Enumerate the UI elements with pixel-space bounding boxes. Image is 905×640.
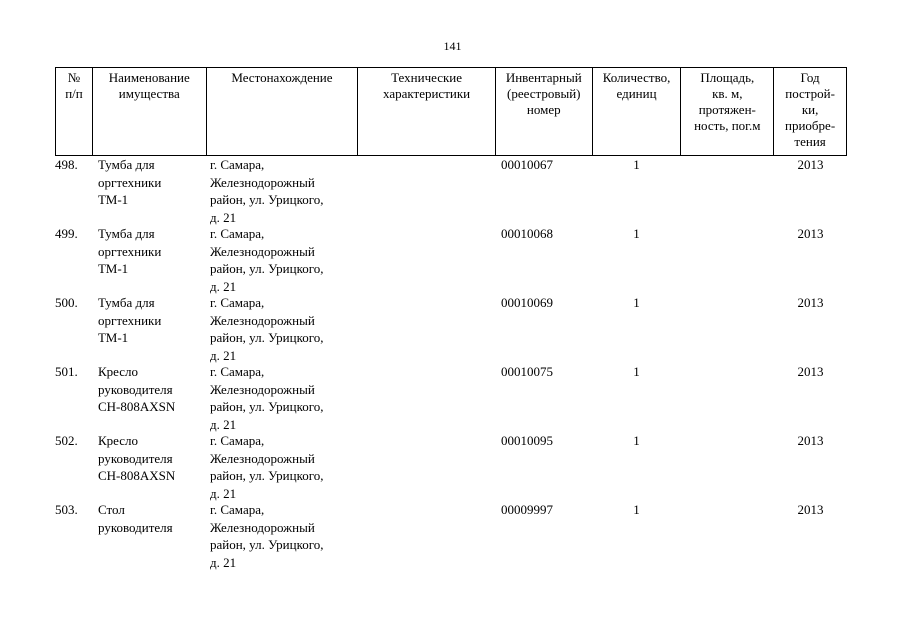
header-location — [206, 68, 358, 155]
cell-line: оргтехники — [98, 243, 162, 259]
row-location — [205, 294, 357, 363]
cell-line: ки, — [801, 102, 819, 117]
cell-line: д. 21 — [210, 416, 237, 432]
cell-line: CH-808AXSN — [98, 468, 176, 483]
row-name — [91, 156, 205, 225]
table-row — [55, 225, 847, 294]
cell-line: руководителя — [98, 381, 173, 397]
cell-line: г. Самара, — [210, 364, 265, 379]
cell-line: CH-808AXSN — [98, 399, 176, 414]
row-location — [205, 501, 357, 570]
header-quantity — [592, 68, 681, 155]
row-inventory: 00010067 — [501, 157, 553, 172]
cell-line: Железнодорожный — [210, 519, 315, 535]
row-area — [681, 432, 774, 501]
cell-line: Площадь, — [700, 70, 755, 85]
row-tech — [357, 501, 495, 570]
row-tech — [357, 156, 495, 225]
header-year — [773, 68, 846, 155]
cell-line: д. 21 — [210, 347, 237, 363]
cell-line: ТМ-1 — [98, 261, 129, 276]
cell-line: п/п — [65, 86, 83, 101]
row-tech — [357, 294, 495, 363]
cell-line: район, ул. Урицкого, — [210, 399, 324, 414]
cell-line: г. Самара, — [210, 295, 265, 310]
row-tech — [357, 363, 495, 432]
cell-line: Стол — [98, 502, 125, 517]
cell-line: (реестровый) — [507, 86, 581, 101]
row-num: 503. — [55, 502, 78, 517]
cell-line: Количество, — [602, 70, 671, 85]
row-quantity: 1 — [633, 433, 640, 448]
cell-line: г. Самара, — [210, 226, 265, 241]
cell-line: № — [67, 70, 81, 85]
cell-line: д. 21 — [210, 554, 237, 570]
cell-line: район, ул. Урицкого, — [210, 537, 324, 552]
row-tech — [357, 432, 495, 501]
row-location — [205, 156, 357, 225]
row-location — [205, 225, 357, 294]
row-area — [681, 501, 774, 570]
cell-line: имущества — [118, 86, 180, 101]
row-quantity: 1 — [633, 226, 640, 241]
cell-line: Кресло — [98, 364, 139, 379]
cell-line: приобре- — [785, 118, 836, 133]
cell-line: Технические — [391, 70, 463, 85]
row-location — [205, 432, 357, 501]
cell-line: район, ул. Урицкого, — [210, 192, 324, 207]
row-name — [91, 225, 205, 294]
cell-line: г. Самара, — [210, 433, 265, 448]
cell-line: руководителя — [98, 450, 173, 466]
header-area — [680, 68, 773, 155]
row-inventory: 00010095 — [501, 433, 553, 448]
cell-line: кв. м, — [712, 86, 743, 101]
row-quantity: 1 — [633, 502, 640, 517]
cell-line: Тумба для — [98, 226, 155, 241]
header-num — [56, 68, 92, 155]
row-area — [681, 225, 774, 294]
row-inventory: 00009997 — [501, 502, 553, 517]
page-number: 141 — [443, 39, 462, 53]
cell-line: Инвентарный — [505, 70, 582, 85]
cell-line: район, ул. Урицкого, — [210, 261, 324, 276]
row-num: 501. — [55, 364, 78, 379]
cell-line: оргтехники — [98, 174, 162, 190]
cell-line: г. Самара, — [210, 157, 265, 172]
row-num: 498. — [55, 157, 78, 172]
cell-line: Тумба для — [98, 157, 155, 172]
row-num: 502. — [55, 433, 78, 448]
header-name — [92, 68, 206, 155]
cell-line: построй- — [785, 86, 835, 101]
table-row — [55, 156, 847, 225]
cell-line: Тумба для — [98, 295, 155, 310]
row-name — [91, 363, 205, 432]
row-tech — [357, 225, 495, 294]
table-row — [55, 294, 847, 363]
row-location — [205, 363, 357, 432]
table-header-row — [55, 67, 847, 156]
table-row — [55, 363, 847, 432]
cell-line: Железнодорожный — [210, 312, 315, 328]
cell-line: протяжен- — [698, 102, 756, 117]
row-area — [681, 294, 774, 363]
cell-line: г. Самара, — [210, 502, 265, 517]
cell-line: д. 21 — [210, 209, 237, 225]
cell-line: номер — [526, 102, 561, 117]
row-year: 2013 — [797, 226, 824, 241]
cell-line: район, ул. Урицкого, — [210, 468, 324, 483]
row-quantity: 1 — [633, 364, 640, 379]
row-quantity: 1 — [633, 295, 640, 310]
cell-line: Местонахождение — [231, 70, 333, 85]
cell-line: Год — [800, 70, 820, 85]
cell-line: тения — [794, 134, 826, 149]
cell-line: д. 21 — [210, 485, 237, 501]
property-table — [55, 67, 847, 570]
row-num: 500. — [55, 295, 78, 310]
row-name — [91, 501, 205, 570]
table-body — [55, 156, 847, 570]
row-year: 2013 — [797, 502, 824, 517]
cell-line: ТМ-1 — [98, 192, 129, 207]
cell-line: Железнодорожный — [210, 381, 315, 397]
row-year: 2013 — [797, 364, 824, 379]
cell-line: единиц — [616, 86, 657, 101]
row-year: 2013 — [797, 157, 824, 172]
cell-line: Кресло — [98, 433, 139, 448]
cell-line: ность, пог.м — [694, 118, 761, 133]
cell-line: оргтехники — [98, 312, 162, 328]
cell-line: Железнодорожный — [210, 243, 315, 259]
row-inventory: 00010068 — [501, 226, 553, 241]
row-area — [681, 363, 774, 432]
cell-line: руководителя — [98, 519, 173, 535]
table-row — [55, 432, 847, 501]
row-year: 2013 — [797, 295, 824, 310]
row-quantity: 1 — [633, 157, 640, 172]
row-name — [91, 432, 205, 501]
row-inventory: 00010069 — [501, 295, 553, 310]
cell-line: характеристики — [383, 86, 471, 101]
row-area — [681, 156, 774, 225]
cell-line: Наименование — [108, 70, 190, 85]
row-num: 499. — [55, 226, 78, 241]
row-name — [91, 294, 205, 363]
table-row — [55, 501, 847, 570]
cell-line: Железнодорожный — [210, 450, 315, 466]
cell-line: д. 21 — [210, 278, 237, 294]
cell-line: район, ул. Урицкого, — [210, 330, 324, 345]
header-inventory — [495, 68, 592, 155]
cell-line: Железнодорожный — [210, 174, 315, 190]
cell-line: ТМ-1 — [98, 330, 129, 345]
header-tech — [357, 68, 495, 155]
row-year: 2013 — [797, 433, 824, 448]
row-inventory: 00010075 — [501, 364, 553, 379]
